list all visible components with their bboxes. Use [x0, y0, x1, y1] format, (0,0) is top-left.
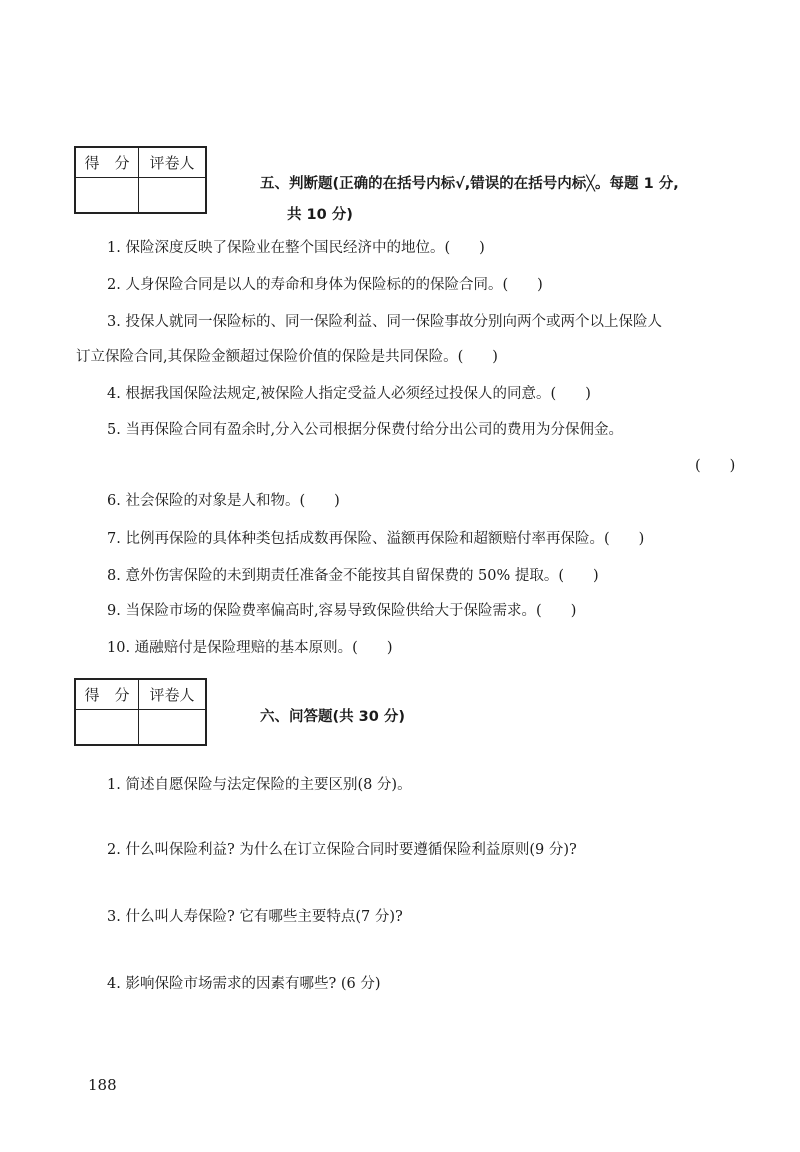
page-number: 188: [88, 1076, 117, 1094]
question-line: 10. 通融赔付是保险理赔的基本原则。( ): [107, 640, 393, 656]
score-label: 得 分: [75, 147, 139, 178]
grader-cell[interactable]: [139, 710, 207, 746]
question-line: 3. 投保人就同一保险标的、同一保险利益、同一保险事故分别向两个或两个以上保险人: [107, 314, 662, 330]
question-line: 1. 简述自愿保险与法定保险的主要区别(8 分)。: [107, 777, 412, 793]
question-line: 2. 人身保险合同是以人的寿命和身体为保险标的的保险合同。( ): [107, 277, 543, 293]
score-label: 得 分: [75, 679, 139, 710]
question-line: 订立保险合同,其保险金额超过保险价值的保险是共同保险。( ): [76, 349, 498, 365]
score-cell[interactable]: [75, 710, 139, 746]
question-line: 4. 影响保险市场需求的因素有哪些? (6 分): [107, 976, 381, 992]
section5-title-line2: 共 10 分): [287, 207, 353, 223]
grader-cell[interactable]: [139, 178, 207, 214]
section6-title: 六、问答题(共 30 分): [260, 709, 406, 725]
answer-bracket: ( ): [695, 458, 736, 474]
section5-title-line1: 五、判断题(正确的在括号内标√,错误的在括号内标╳。每题 1 分,: [260, 176, 679, 192]
score-box-section5: [74, 146, 207, 214]
score-cell[interactable]: [75, 178, 139, 214]
question-line: 3. 什么叫人寿保险? 它有哪些主要特点(7 分)?: [107, 909, 403, 925]
question-line: 7. 比例再保险的具体种类包括成数再保险、溢额再保险和超额赔付率再保险。( ): [107, 531, 645, 547]
question-line: 4. 根据我国保险法规定,被保险人指定受益人必须经过投保人的同意。( ): [107, 386, 591, 402]
question-line: 6. 社会保险的对象是人和物。( ): [107, 493, 340, 509]
question-line: 2. 什么叫保险利益? 为什么在订立保险合同时要遵循保险利益原则(9 分)?: [107, 842, 577, 858]
question-line: 8. 意外伤害保险的未到期责任准备金不能按其自留保费的 50% 提取。( ): [107, 568, 599, 584]
question-line: 1. 保险深度反映了保险业在整个国民经济中的地位。( ): [107, 240, 485, 256]
question-line: 9. 当保险市场的保险费率偏高时,容易导致保险供给大于保险需求。( ): [107, 603, 577, 619]
score-box-section6: [74, 678, 207, 746]
question-line: 5. 当再保险合同有盈余时,分入公司根据分保费付给分出公司的费用为分保佣金。: [107, 422, 624, 438]
grader-label: 评卷人: [139, 147, 207, 178]
grader-label: 评卷人: [139, 679, 207, 710]
